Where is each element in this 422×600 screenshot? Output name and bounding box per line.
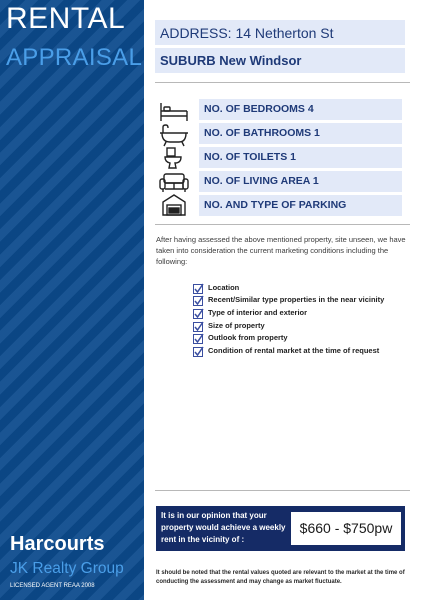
divider xyxy=(155,82,410,83)
suburb-field: SUBURB New Windsor xyxy=(155,48,405,73)
feature-toilets: NO. OF TOILETS 1 xyxy=(199,147,402,168)
garage-icon xyxy=(158,193,190,217)
sofa-icon xyxy=(158,170,190,194)
bathtub-icon xyxy=(158,123,190,147)
checkbox-checked-icon xyxy=(193,347,203,357)
checklist-item-label: Type of interior and exterior xyxy=(208,308,308,317)
checklist-item-label: Size of property xyxy=(208,321,265,330)
footer-disclaimer: It should be noted that the rental values quoted are relevant to the market at the time of conducting the assessment and may change as market fluctuate. xyxy=(156,570,405,585)
checklist-item-label: Outlook from property xyxy=(208,333,288,342)
toilet-icon xyxy=(158,146,190,170)
brand-subtitle: JK Realty Group xyxy=(10,560,124,577)
rent-estimate-text: It is in our opinion that your property would achieve a weekly rent in the vicinity of : xyxy=(161,511,286,544)
checkbox-checked-icon xyxy=(193,284,203,294)
checklist-item-label: Condition of rental market at the time of request xyxy=(208,346,380,355)
sidebar xyxy=(0,0,144,600)
intro-paragraph: After having assessed the above mentioned property, site unseen, we have taken into consideration the current marketing conditions including the following: xyxy=(156,235,406,266)
feature-parking: NO. AND TYPE OF PARKING xyxy=(199,195,402,216)
sidebar-title-rental: RENTAL xyxy=(6,2,126,35)
checkbox-checked-icon xyxy=(193,322,203,332)
feature-bedrooms: NO. OF BEDROOMS 4 xyxy=(199,99,402,120)
bed-icon xyxy=(158,100,190,124)
sidebar-title-appraisal: APPRAISAL xyxy=(6,44,143,71)
brand-logo-text: Harcourts xyxy=(10,533,105,555)
divider xyxy=(155,490,410,491)
divider xyxy=(155,224,410,225)
checkbox-checked-icon xyxy=(193,309,203,319)
checkbox-checked-icon xyxy=(193,334,203,344)
checklist-item-label: Location xyxy=(208,283,240,292)
feature-living-area: NO. OF LIVING AREA 1 xyxy=(199,171,402,192)
address-field: ADDRESS: 14 Netherton St xyxy=(155,20,405,45)
licence-text: LICENSED AGENT REAA 2008 xyxy=(10,583,95,589)
rent-estimate-box xyxy=(156,506,405,551)
checkbox-checked-icon xyxy=(193,296,203,306)
feature-bathrooms: NO. OF BATHROOMS 1 xyxy=(199,123,402,144)
checklist-item-label: Recent/Similar type properties in the near vicinity xyxy=(208,295,385,304)
rent-value: $660 - $750pw xyxy=(291,512,401,545)
